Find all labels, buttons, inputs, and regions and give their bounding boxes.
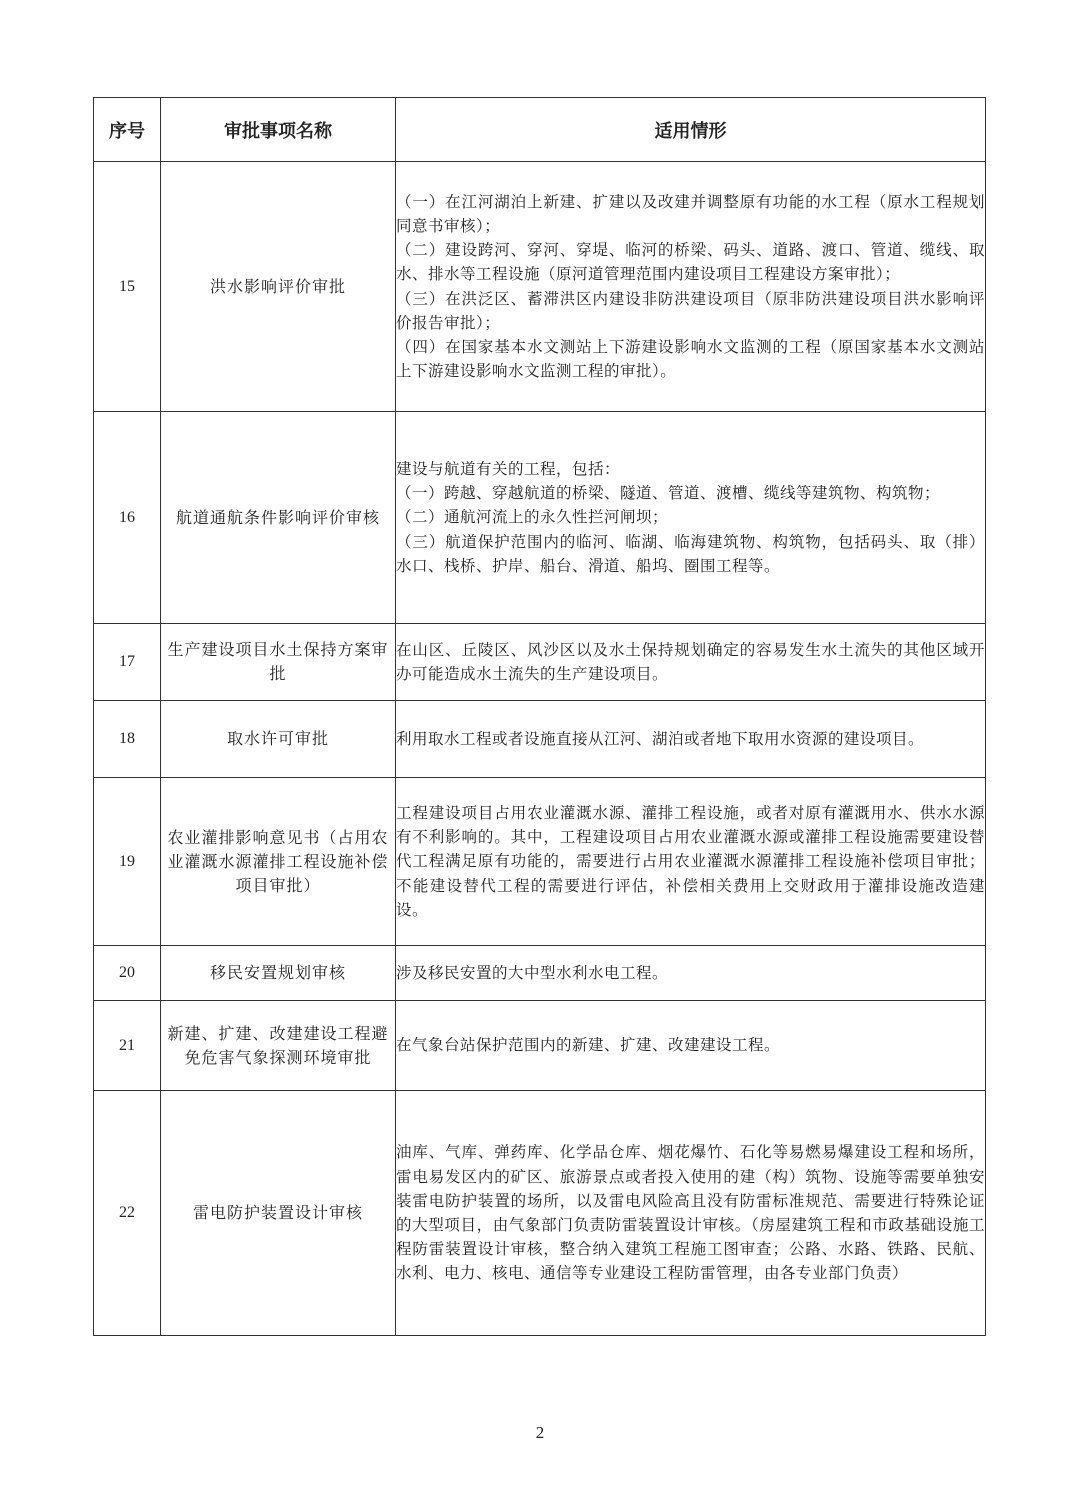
- scope-paragraph: （一）在江河湖泊上新建、扩建以及改建并调整原有功能的水工程（原水工程规划同意书审核）；: [396, 192, 985, 235]
- applicable-scope: [396, 1091, 986, 1336]
- applicable-scope: [396, 624, 986, 701]
- scope-paragraph: 在山区、丘陵区、风沙区以及水土保持规划确定的容易发生水土流失的其他区域开办可能造成水土流失的生产建设项目。: [396, 640, 985, 683]
- table-row: [94, 946, 986, 1001]
- item-name: 新建、扩建、改建建设工程避免危害气象探测环境审批: [161, 1001, 396, 1091]
- scope-paragraph: （一）跨越、穿越航道的桥梁、隧道、管道、渡槽、缆线等建筑物、构筑物；: [396, 484, 941, 503]
- row-number: 21: [94, 1001, 161, 1091]
- table-row: [94, 412, 986, 624]
- scope-paragraph: 在气象台站保护范围内的新建、扩建、改建建设工程。: [396, 1036, 781, 1055]
- row-number: 18: [94, 701, 161, 778]
- table-header: [94, 98, 986, 162]
- item-name: 雷电防护装置设计审核: [161, 1091, 396, 1336]
- header-applicable-scope: 适用情形: [396, 98, 986, 162]
- table-row: [94, 162, 986, 412]
- item-name: 航道通航条件影响评价审核: [161, 412, 396, 624]
- applicable-scope: [396, 778, 986, 946]
- table-row: [94, 1001, 986, 1091]
- scope-paragraph: 工程建设项目占用农业灌溉水源、灌排工程设施，或者对原有灌溉用水、供水水源有不利影响的。其中，工程建设项目占用农业灌溉水源或灌排工程设施需要建设替代工程满足原有功能的，需要进行占用农业灌溉水源灌排工程设施补偿项目审批；不能建设替代工程的需要进行评估，补偿相关费用上交财政用于灌排设施改造建设。: [396, 803, 985, 919]
- scope-paragraph: 利用取水工程或者设施直接从江河、湖泊或者地下取用水资源的建设项目。: [396, 729, 925, 748]
- item-name: 生产建设项目水土保持方案审批: [161, 624, 396, 701]
- item-name: 农业灌排影响意见书（占用农业灌溉水源灌排工程设施补偿项目审批）: [161, 778, 396, 946]
- applicable-scope: [396, 701, 986, 778]
- table-row: [94, 1091, 986, 1336]
- scope-paragraph: （四）在国家基本水文测站上下游建设影响水文监测的工程（原国家基本水文测站上下游建设影响水文监测工程的审批）。: [396, 337, 985, 381]
- scope-paragraph: （二）建设跨河、穿河、穿堤、临河的桥梁、码头、道路、渡口、管道、缆线、取水、排水等工程设施（原河道管理范围内建设项目工程建设方案审批）；: [396, 241, 985, 284]
- row-number: 19: [94, 778, 161, 946]
- applicable-scope: [396, 412, 986, 624]
- applicable-scope: [396, 946, 986, 1001]
- row-number: 16: [94, 412, 161, 624]
- row-number: 17: [94, 624, 161, 701]
- applicable-scope: [396, 162, 986, 412]
- scope-paragraph: 建设与航道有关的工程，包括：: [396, 459, 621, 478]
- row-number: 22: [94, 1091, 161, 1336]
- scope-paragraph: （三）在洪泛区、蓄滞洪区内建设非防洪建设项目（原非防洪建设项目洪水影响评价报告审批）；: [396, 289, 985, 332]
- header-item-name: 审批事项名称: [161, 98, 396, 162]
- table-row: [94, 624, 986, 701]
- item-name: 取水许可审批: [161, 701, 396, 778]
- applicable-scope: [396, 1001, 986, 1091]
- scope-paragraph: 涉及移民安置的大中型水利水电工程。: [396, 963, 669, 982]
- table-row: [94, 701, 986, 778]
- scope-paragraph: 油库、气库、弹药库、化学品仓库、烟花爆竹、石化等易燃易爆建设工程和场所，雷电易发区内的矿区、旅游景点或者投入使用的建（构）筑物、设施等需要单独安装雷电防护装置的场所，以及雷电风险高且没有防雷标准规范、需要进行特殊论证的大型项目，由气象部门负责防雷装置设计审核。（房屋建筑工程和市政基础设施工程防雷装置设计审核，整合纳入建筑工程施工图审查；公路、水路、铁路、民航、水利、电力、核电、通信等专业建设工程防雷管理，由各专业部门负责）: [396, 1143, 985, 1283]
- table-row: [94, 778, 986, 946]
- header-number: 序号: [94, 98, 161, 162]
- item-name: 洪水影响评价审批: [161, 162, 396, 412]
- scope-paragraph: （二）通航河流上的永久性拦河闸坝；: [396, 508, 669, 527]
- row-number: 15: [94, 162, 161, 412]
- scope-paragraph: （三）航道保护范围内的临河、临湖、临海建筑物、构筑物，包括码头、取（排）水口、栈桥、护岸、船台、滑道、船坞、圈围工程等。: [396, 532, 985, 575]
- item-name: 移民安置规划审核: [161, 946, 396, 1001]
- row-number: 20: [94, 946, 161, 1001]
- page-number: 2: [535, 1423, 545, 1442]
- approval-items-table: [93, 97, 986, 1336]
